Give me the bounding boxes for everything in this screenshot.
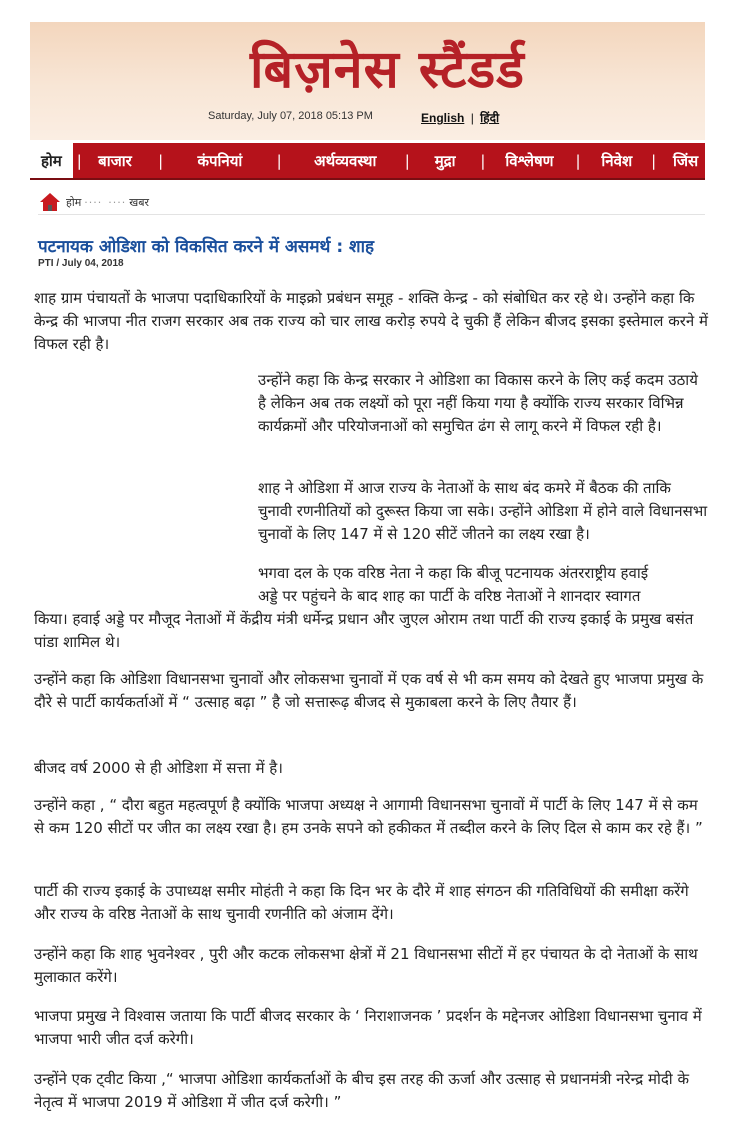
nav-item-home[interactable]: होम [30, 143, 73, 178]
paragraph-5: उन्होंने कहा कि ओडिशा विधानसभा चुनावों और लोकसभा चुनावों में एक वर्ष से भी कम समय को देखते हुए भाजपा प्रमुख के दौरे से पार्टी कार्यकर्ताओं में “ उत्साह बढ़ा ” है जो सत्तारूढ़ बीजद से मुकाबला करने के लिए तैयार हैं। [34, 670, 704, 711]
nav-item-companies[interactable]: कंपनियां [197, 151, 243, 170]
breadcrumb [38, 190, 705, 215]
main-nav [30, 143, 705, 180]
paragraph-8: पार्टी की राज्य इकाई के उपाध्यक्ष समीर मोहंती ने कहा कि दिन भर के दौरे में शाह संगठन की गतिविधियों की समीक्षा करेंगे और राज्य के वरिष्ठ नेताओं के साथ चुनावी रणनीति को अंजाम देंगे। [34, 882, 689, 923]
home-icon[interactable] [38, 191, 62, 213]
nav-item-market[interactable]: बाजार [98, 151, 132, 170]
article-paragraph [34, 287, 708, 356]
nav-item-commodities[interactable]: जिंस [672, 151, 699, 170]
paragraph-9: उन्होंने कहा कि शाह भुवनेश्वर , पुरी और कटक लोकसभा क्षेत्रों में 21 विधानसभा सीटों में हर पंचायत के दो नेताओं के साथ मुलाकात करेंगे। [34, 945, 698, 986]
article-paragraph [34, 1005, 708, 1051]
nav-item-economy[interactable]: अर्थव्यवस्था [314, 151, 377, 170]
breadcrumb-home[interactable]: होम [66, 195, 82, 209]
nav-separator: | [276, 151, 282, 170]
article-paragraph [34, 880, 708, 926]
paragraph-4-rest: किया। हवाई अड्डे पर मौजूद नेताओं में केंद्रीय मंत्री धर्मेन्द्र प्रधान और जुएल ओराम तथा पार्टी की राज्य इकाई के प्रमुख बसंत पांडा शामिल थे। [34, 610, 694, 651]
article-paragraph [258, 477, 708, 546]
paragraph-3: शाह ने ओडिशा में आज राज्य के नेताओं के साथ बंद कमरे में बैठक की ताकि चुनावी रणनीतियों को दुरूस्त किया जा सके। उन्होंने ओडिशा में होने वाले विधानसभा चुनावों के लिए 147 में से 120 सीटें जीतने का लक्ष्य रखा है। [258, 479, 708, 543]
hindi-link[interactable]: हिंदी [480, 111, 500, 125]
article-title: पटनायक ओडिशा को विकसित करने में असमर्थ : शाह [38, 237, 375, 257]
breadcrumb-dots: ···· [84, 195, 103, 209]
paragraph-6: बीजद वर्ष 2000 से ही ओडिशा में सत्ता में है। [34, 759, 283, 777]
paragraph-2: उन्होंने कहा कि केन्द्र सरकार ने ओडिशा का विकास करने के लिए कई कदम उठाये है लेकिन अब तक लक्ष्यों को पूरा नहीं किया गया है क्योंकि राज्य सरकार विभिन्न कार्यक्रमों और परियोजनाओं को समुचित ढंग से लागू करने में विफल रही है। [258, 371, 698, 435]
english-link[interactable]: English [421, 111, 465, 125]
article-paragraph [34, 943, 708, 989]
nav-separator: | [76, 151, 82, 170]
language-switcher [421, 109, 499, 126]
paragraph-4-line-2: अड्डे पर पहुंचने के बाद शाह का पार्टी के वरिष्ठ नेताओं ने शानदार स्वागत [258, 587, 641, 605]
article-paragraph [34, 794, 708, 840]
language-separator: | [470, 111, 474, 125]
article-paragraph [34, 757, 708, 780]
site-logo[interactable]: बिज़नेस स्टैंडर्ड [250, 39, 525, 100]
nav-item-analysis[interactable]: विश्लेषण [505, 151, 554, 170]
nav-separator: | [480, 151, 486, 170]
article-paragraph [34, 608, 708, 654]
nav-separator: | [651, 151, 657, 170]
article-paragraph [258, 369, 708, 438]
site-header [30, 22, 705, 140]
nav-separator: | [575, 151, 581, 170]
breadcrumb-current[interactable]: खबर [129, 195, 150, 209]
article-date: July 04, 2018 [61, 258, 124, 269]
nav-separator: | [158, 151, 164, 170]
paragraph-1: शाह ग्राम पंचायतों के भाजपा पदाधिकारियों के माइक्रो प्रबंधन समूह - शक्ति केन्द्र - को संबोधित कर रहे थे। उन्होंने कहा कि केन्द्र की भाजपा नीत राजग सरकार अब तक राज्य को चार लाख करोड़ रुपये दे चुकी हैं लेकिन बीजद इसका इस्तेमाल करने में विफल रही है। [34, 289, 708, 353]
article-paragraph [34, 668, 708, 714]
article-paragraph [258, 562, 708, 608]
paragraph-4-line-1: भगवा दल के एक वरिष्ठ नेता ने कहा कि बीजू पटनायक अंतरराष्ट्रीय हवाई [258, 564, 649, 582]
paragraph-11: उन्होंने एक ट्वीट किया ,“ भाजपा ओडिशा कार्यकर्ताओं के बीच इस तरह की ऊर्जा और उत्साह से प्रधानमंत्री नरेन्द्र मोदी के नेतृत्व में भाजपा 2019 में ओडिशा में जीत दर्ज करेगी। ” [34, 1070, 689, 1111]
breadcrumb-dots: ···· [108, 195, 127, 209]
article-paragraph [34, 1068, 708, 1114]
current-date: Saturday, July 07, 2018 05:13 PM [208, 110, 373, 122]
nav-item-currency[interactable]: मुद्रा [434, 151, 456, 170]
article-source: PTI / [38, 258, 60, 269]
paragraph-7: उन्होंने कहा , “ दौरा बहुत महत्वपूर्ण है क्योंकि भाजपा अध्यक्ष ने आगामी विधानसभा चुनावों में पार्टी के लिए 147 में से कम से कम 120 सीटों पर जीत का लक्ष्य रखा है। हम उनके सपने को हकीकत में तब्दील करने के लिए दिल से काम कर रहे हैं। ” [34, 796, 703, 837]
nav-item-investment[interactable]: निवेश [601, 151, 633, 170]
paragraph-10: भाजपा प्रमुख ने विश्वास जताया कि पार्टी बीजद सरकार के ‘ निराशाजनक ’ प्रदर्शन के मद्देनजर ओडिशा विधानसभा चुनाव में भाजपा भारी जीत दर्ज करेगी। [34, 1007, 702, 1048]
article-byline [38, 258, 124, 269]
nav-separator: | [404, 151, 410, 170]
